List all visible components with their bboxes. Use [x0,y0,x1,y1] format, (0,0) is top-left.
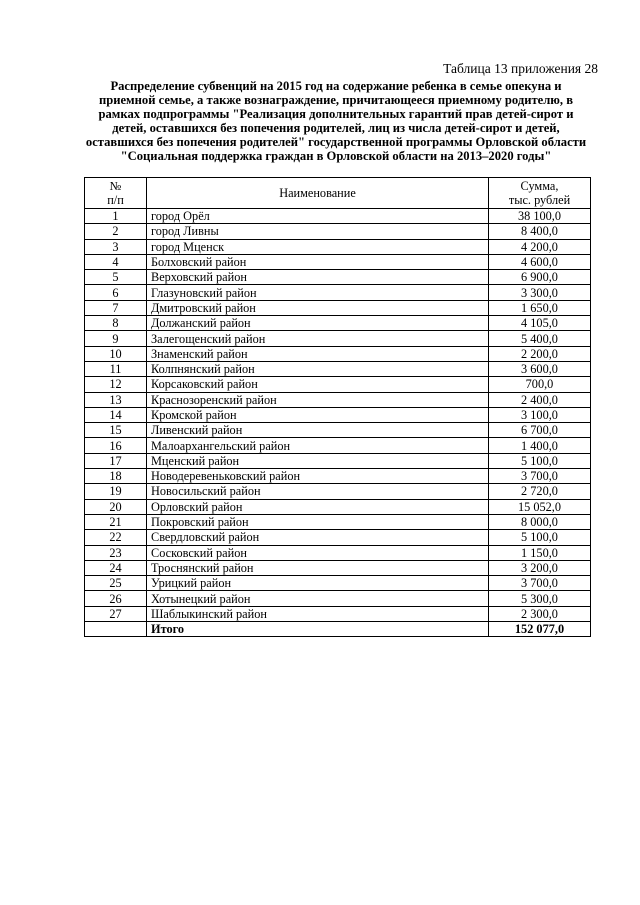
row-sum: 3 300,0 [489,285,591,300]
header-sum-line2: тыс. рублей [508,193,571,207]
row-name: Сосковский район [147,545,489,560]
row-name: Свердловский район [147,530,489,545]
row-number: 26 [85,591,147,606]
row-sum: 5 100,0 [489,530,591,545]
total-number-cell [85,622,147,637]
row-sum: 3 100,0 [489,407,591,422]
table-row [85,576,591,591]
row-sum: 3 700,0 [489,576,591,591]
row-number: 23 [85,545,147,560]
row-name: Хотынецкий район [147,591,489,606]
header-number-line1: № [109,179,122,193]
row-sum: 15 052,0 [489,499,591,514]
table-row [85,316,591,331]
row-number: 27 [85,606,147,621]
row-number: 25 [85,576,147,591]
row-name: Малоархангельский район [147,438,489,453]
table-row [85,423,591,438]
header-sum-line1: Сумма, [520,179,559,193]
table-body [85,209,591,637]
row-sum: 5 100,0 [489,453,591,468]
row-sum: 2 300,0 [489,606,591,621]
row-name: город Орёл [147,209,489,224]
table-row [85,438,591,453]
row-name: Ливенский район [147,423,489,438]
header-number [85,178,147,209]
table-row [85,469,591,484]
row-name: Мценский район [147,453,489,468]
row-name: Покровский район [147,514,489,529]
row-name: город Ливны [147,224,489,239]
row-number: 15 [85,423,147,438]
row-name: Урицкий район [147,576,489,591]
title-line: оставшихся без попечения родителей" государственной программы Орловской области [85,135,587,149]
row-sum: 3 200,0 [489,560,591,575]
table-row [85,346,591,361]
row-number: 6 [85,285,147,300]
row-name: Верховский район [147,270,489,285]
row-sum: 3 700,0 [489,469,591,484]
row-number: 10 [85,346,147,361]
title-line: "Социальная поддержка граждан в Орловской области на 2013–2020 годы" [120,149,552,163]
table-row [85,453,591,468]
title-line: рамках подпрограммы "Реализация дополнительных гарантий прав детей-сирот и [98,107,574,121]
row-number: 11 [85,361,147,376]
row-sum: 1 400,0 [489,438,591,453]
row-sum: 6 900,0 [489,270,591,285]
total-label: Итого [147,622,489,637]
row-number: 17 [85,453,147,468]
row-name: Орловский район [147,499,489,514]
row-number: 19 [85,484,147,499]
table-row [85,209,591,224]
table-row [85,331,591,346]
header-name: Наименование [147,178,489,209]
table-row [85,224,591,239]
title-line: Распределение субвенций на 2015 год на содержание ребенка в семье опекуна и [110,79,562,93]
table-row [85,254,591,269]
table-row [85,606,591,621]
table-row [85,591,591,606]
row-name: Колпнянский район [147,361,489,376]
row-name: Знаменский район [147,346,489,361]
row-number: 21 [85,514,147,529]
row-number: 8 [85,316,147,331]
row-number: 24 [85,560,147,575]
table-row [85,285,591,300]
row-sum: 4 200,0 [489,239,591,254]
row-number: 9 [85,331,147,346]
row-number: 13 [85,392,147,407]
row-name: Залегощенский район [147,331,489,346]
row-sum: 38 100,0 [489,209,591,224]
row-name: Новосильский район [147,484,489,499]
row-name: Троснянский район [147,560,489,575]
row-name: Должанский район [147,316,489,331]
row-sum: 8 400,0 [489,224,591,239]
row-name: Шаблыкинский район [147,606,489,621]
row-number: 22 [85,530,147,545]
row-name: Дмитровский район [147,300,489,315]
row-name: Новодеревеньковский район [147,469,489,484]
row-sum: 5 300,0 [489,591,591,606]
row-name: Глазуновский район [147,285,489,300]
row-sum: 2 720,0 [489,484,591,499]
row-name: Корсаковский район [147,377,489,392]
table-row [85,300,591,315]
row-number: 12 [85,377,147,392]
table-row [85,560,591,575]
table-row [85,499,591,514]
row-number: 7 [85,300,147,315]
row-sum: 5 400,0 [489,331,591,346]
table-row [85,407,591,422]
row-number: 18 [85,469,147,484]
row-sum: 700,0 [489,377,591,392]
document-title [60,79,612,163]
table-row [85,530,591,545]
row-name: Болховский район [147,254,489,269]
row-sum: 6 700,0 [489,423,591,438]
row-sum: 8 000,0 [489,514,591,529]
row-sum: 1 650,0 [489,300,591,315]
header-sum [489,178,591,209]
row-sum: 4 105,0 [489,316,591,331]
row-sum: 2 200,0 [489,346,591,361]
title-line: приемной семье, а также вознаграждение, причитающееся приемному родителю, в [98,93,574,107]
row-number: 3 [85,239,147,254]
row-name: Краснозоренский район [147,392,489,407]
table-row [85,514,591,529]
table-header-row [85,178,591,209]
table-row [85,361,591,376]
row-number: 2 [85,224,147,239]
row-number: 14 [85,407,147,422]
row-number: 5 [85,270,147,285]
table-row [85,239,591,254]
total-row [85,622,591,637]
row-number: 4 [85,254,147,269]
table-row [85,377,591,392]
total-sum: 152 077,0 [489,622,591,637]
row-name: город Мценск [147,239,489,254]
table-row [85,270,591,285]
row-sum: 2 400,0 [489,392,591,407]
title-line: детей, оставшихся без попечения родителей, лиц из числа детей-сирот и детей, [112,121,560,135]
row-number: 16 [85,438,147,453]
row-sum: 4 600,0 [489,254,591,269]
row-name: Кромской район [147,407,489,422]
table-row [85,392,591,407]
subsidy-table [84,177,591,637]
row-sum: 3 600,0 [489,361,591,376]
row-number: 20 [85,499,147,514]
header-number-line2: п/п [107,193,124,207]
table-reference: Таблица 13 приложения 28 [443,61,598,76]
row-number: 1 [85,209,147,224]
table-row [85,545,591,560]
row-sum: 1 150,0 [489,545,591,560]
table-row [85,484,591,499]
